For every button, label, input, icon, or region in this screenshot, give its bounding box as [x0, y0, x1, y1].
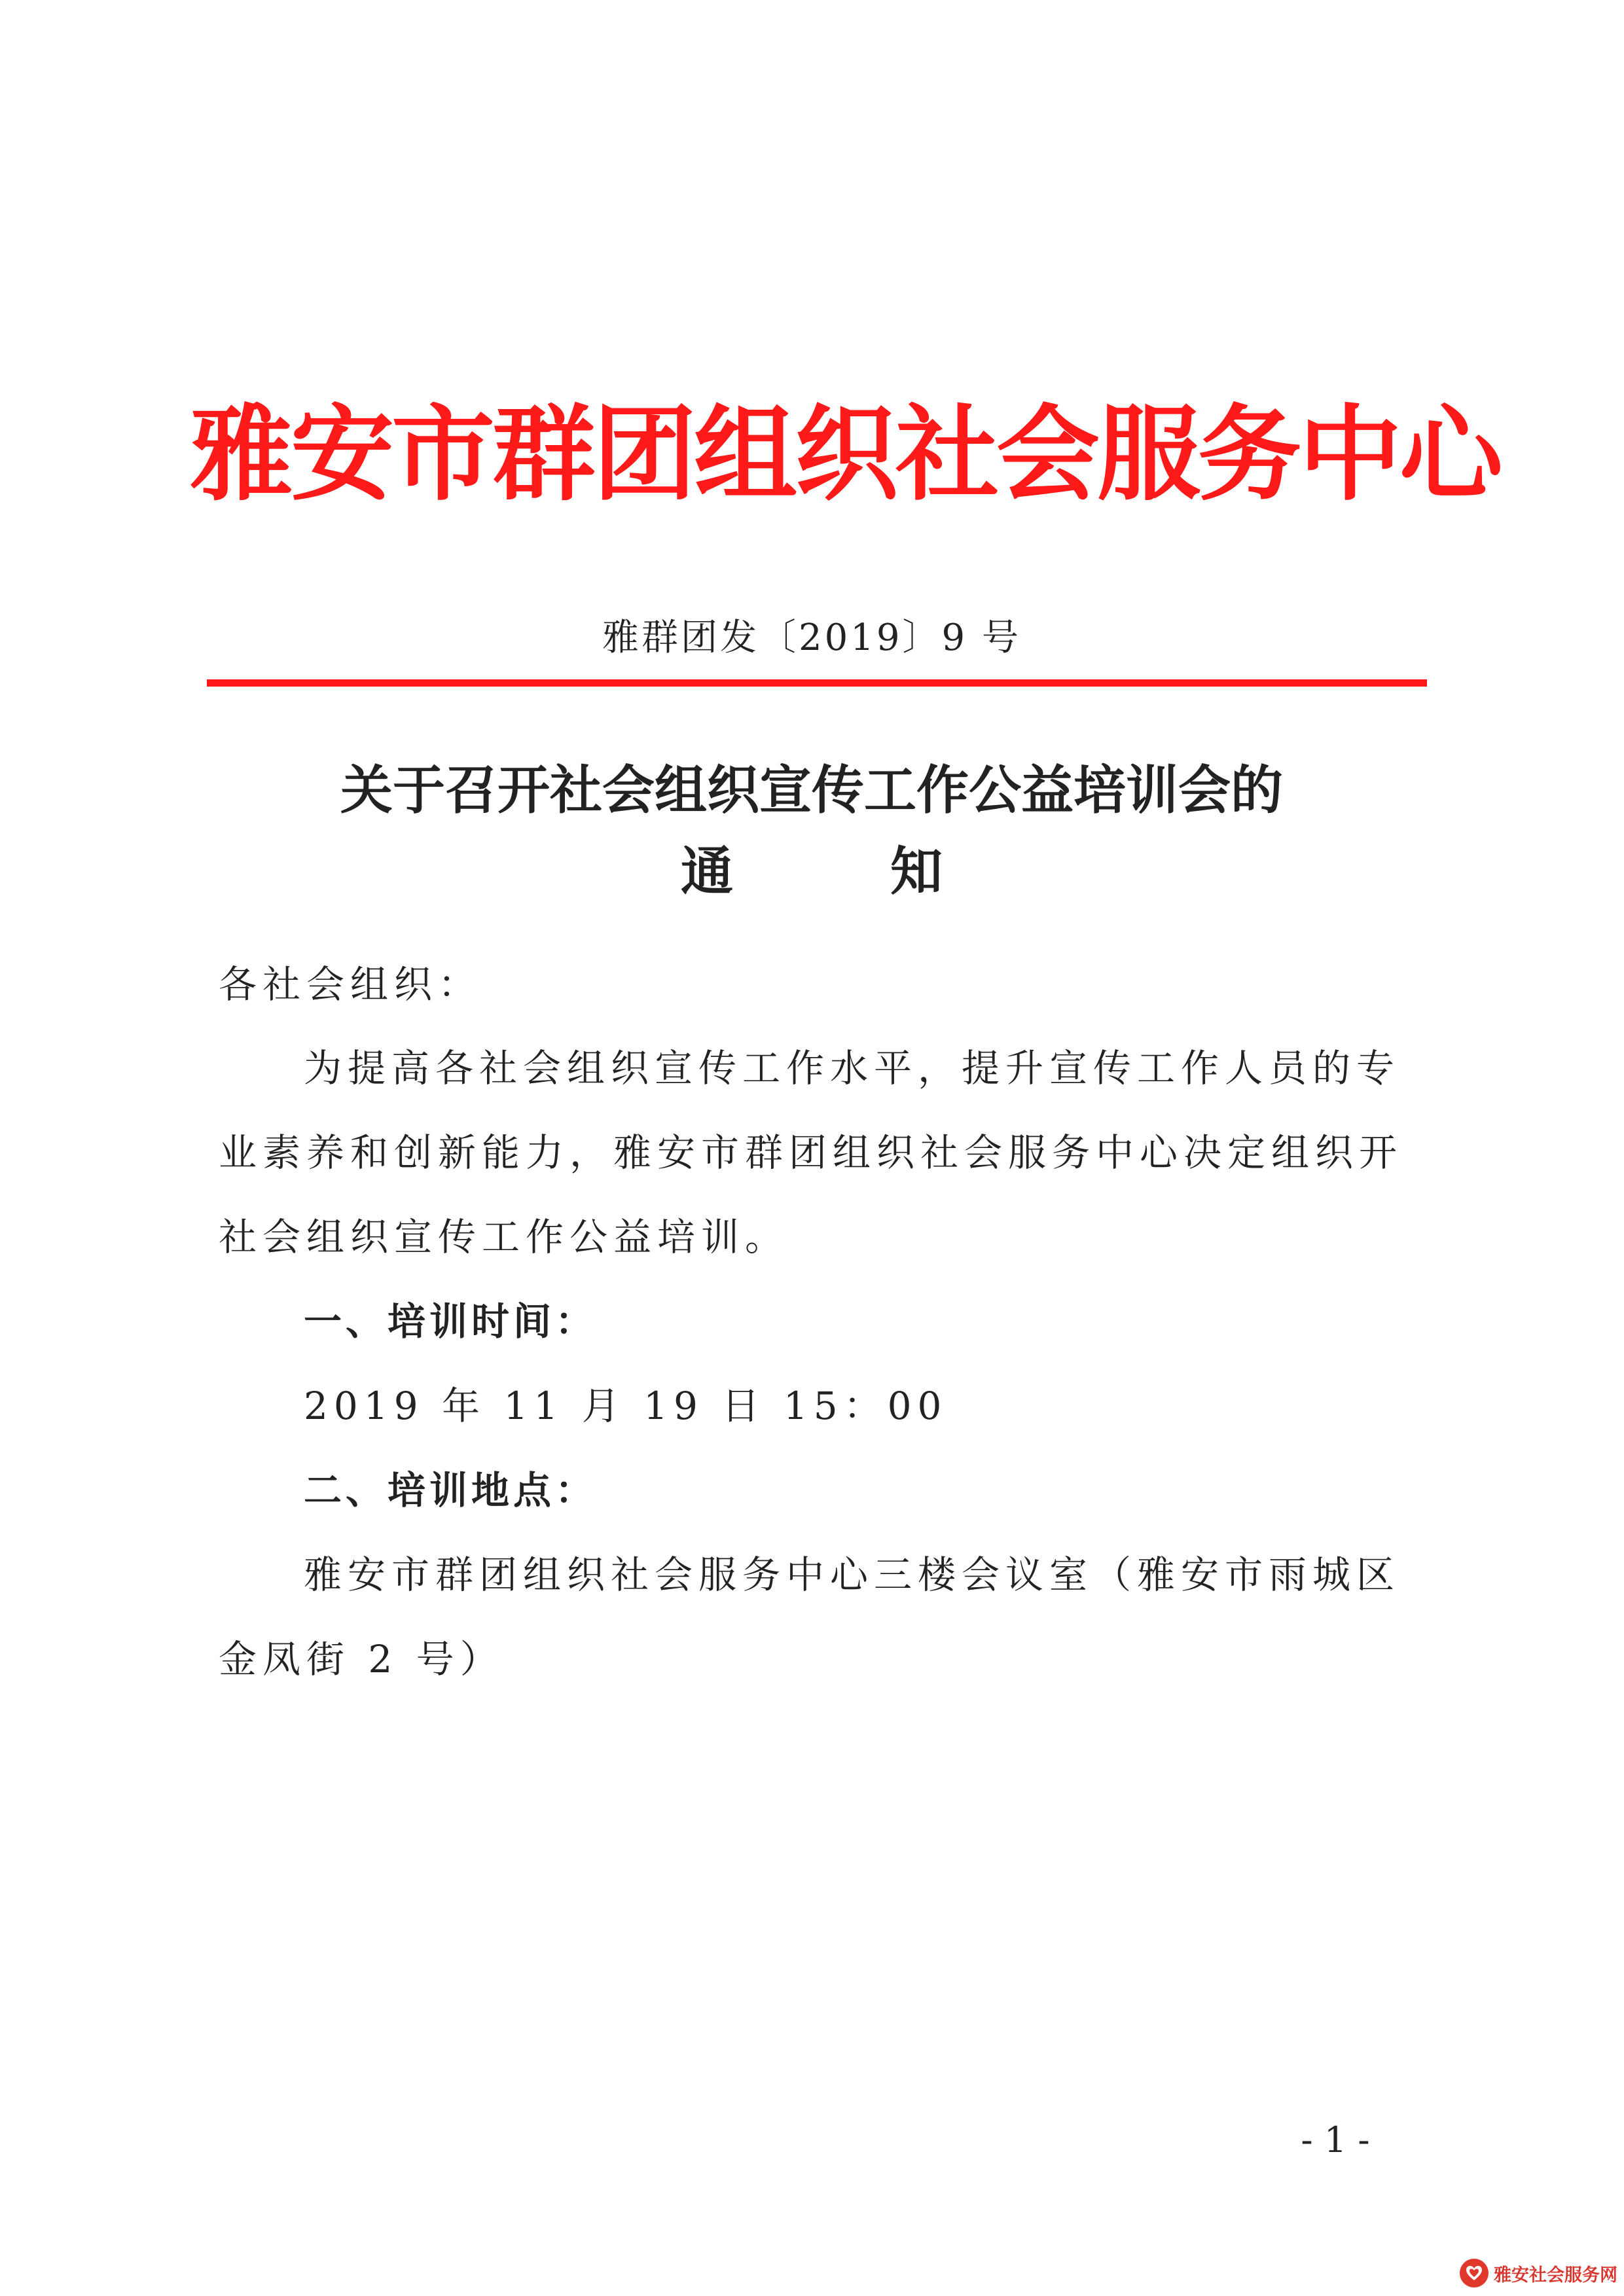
training-time-value: 2019 年 11 月 19 日 15：00 [304, 1384, 948, 1428]
notice-title-line1: 关于召开社会组织宣传工作公益培训会的 [340, 760, 1283, 821]
paragraph-line: 业素养和创新能力，雅安市群团组织社会服务中心决定组织开 [219, 1130, 1403, 1175]
red-divider-line [207, 679, 1427, 687]
notice-title-char-1: 通 [681, 841, 733, 902]
salutation: 各社会组织： [219, 962, 482, 1007]
section-heading-time: 一、培训时间： [304, 1299, 598, 1344]
section-heading-location: 二、培训地点： [304, 1468, 598, 1513]
site-watermark [1460, 2257, 1617, 2289]
page-number: - 1 - [1301, 2119, 1370, 2161]
notice-title-line2 [190, 833, 1434, 911]
paragraph-line: 社会组织宣传工作公益培训。 [219, 1215, 789, 1259]
notice-title-char-2: 知 [890, 841, 943, 902]
paragraph-line: 为提高各社会组织宣传工作水平，提升宣传工作人员的专 [304, 1046, 1401, 1090]
watermark-text: 雅安社会服务网 [1494, 2265, 1617, 2286]
training-location-line: 雅安市群团组织社会服务中心三楼会议室（雅安市雨城区 [304, 1552, 1401, 1597]
heart-hands-logo-icon [1460, 2259, 1489, 2287]
training-location-line: 金凤街 2 号） [219, 1637, 504, 1681]
document-number: 雅群团发〔2019〕9 号 [602, 617, 1021, 659]
issuer-title: 雅安市群团组织社会服务中心 [190, 395, 1500, 515]
